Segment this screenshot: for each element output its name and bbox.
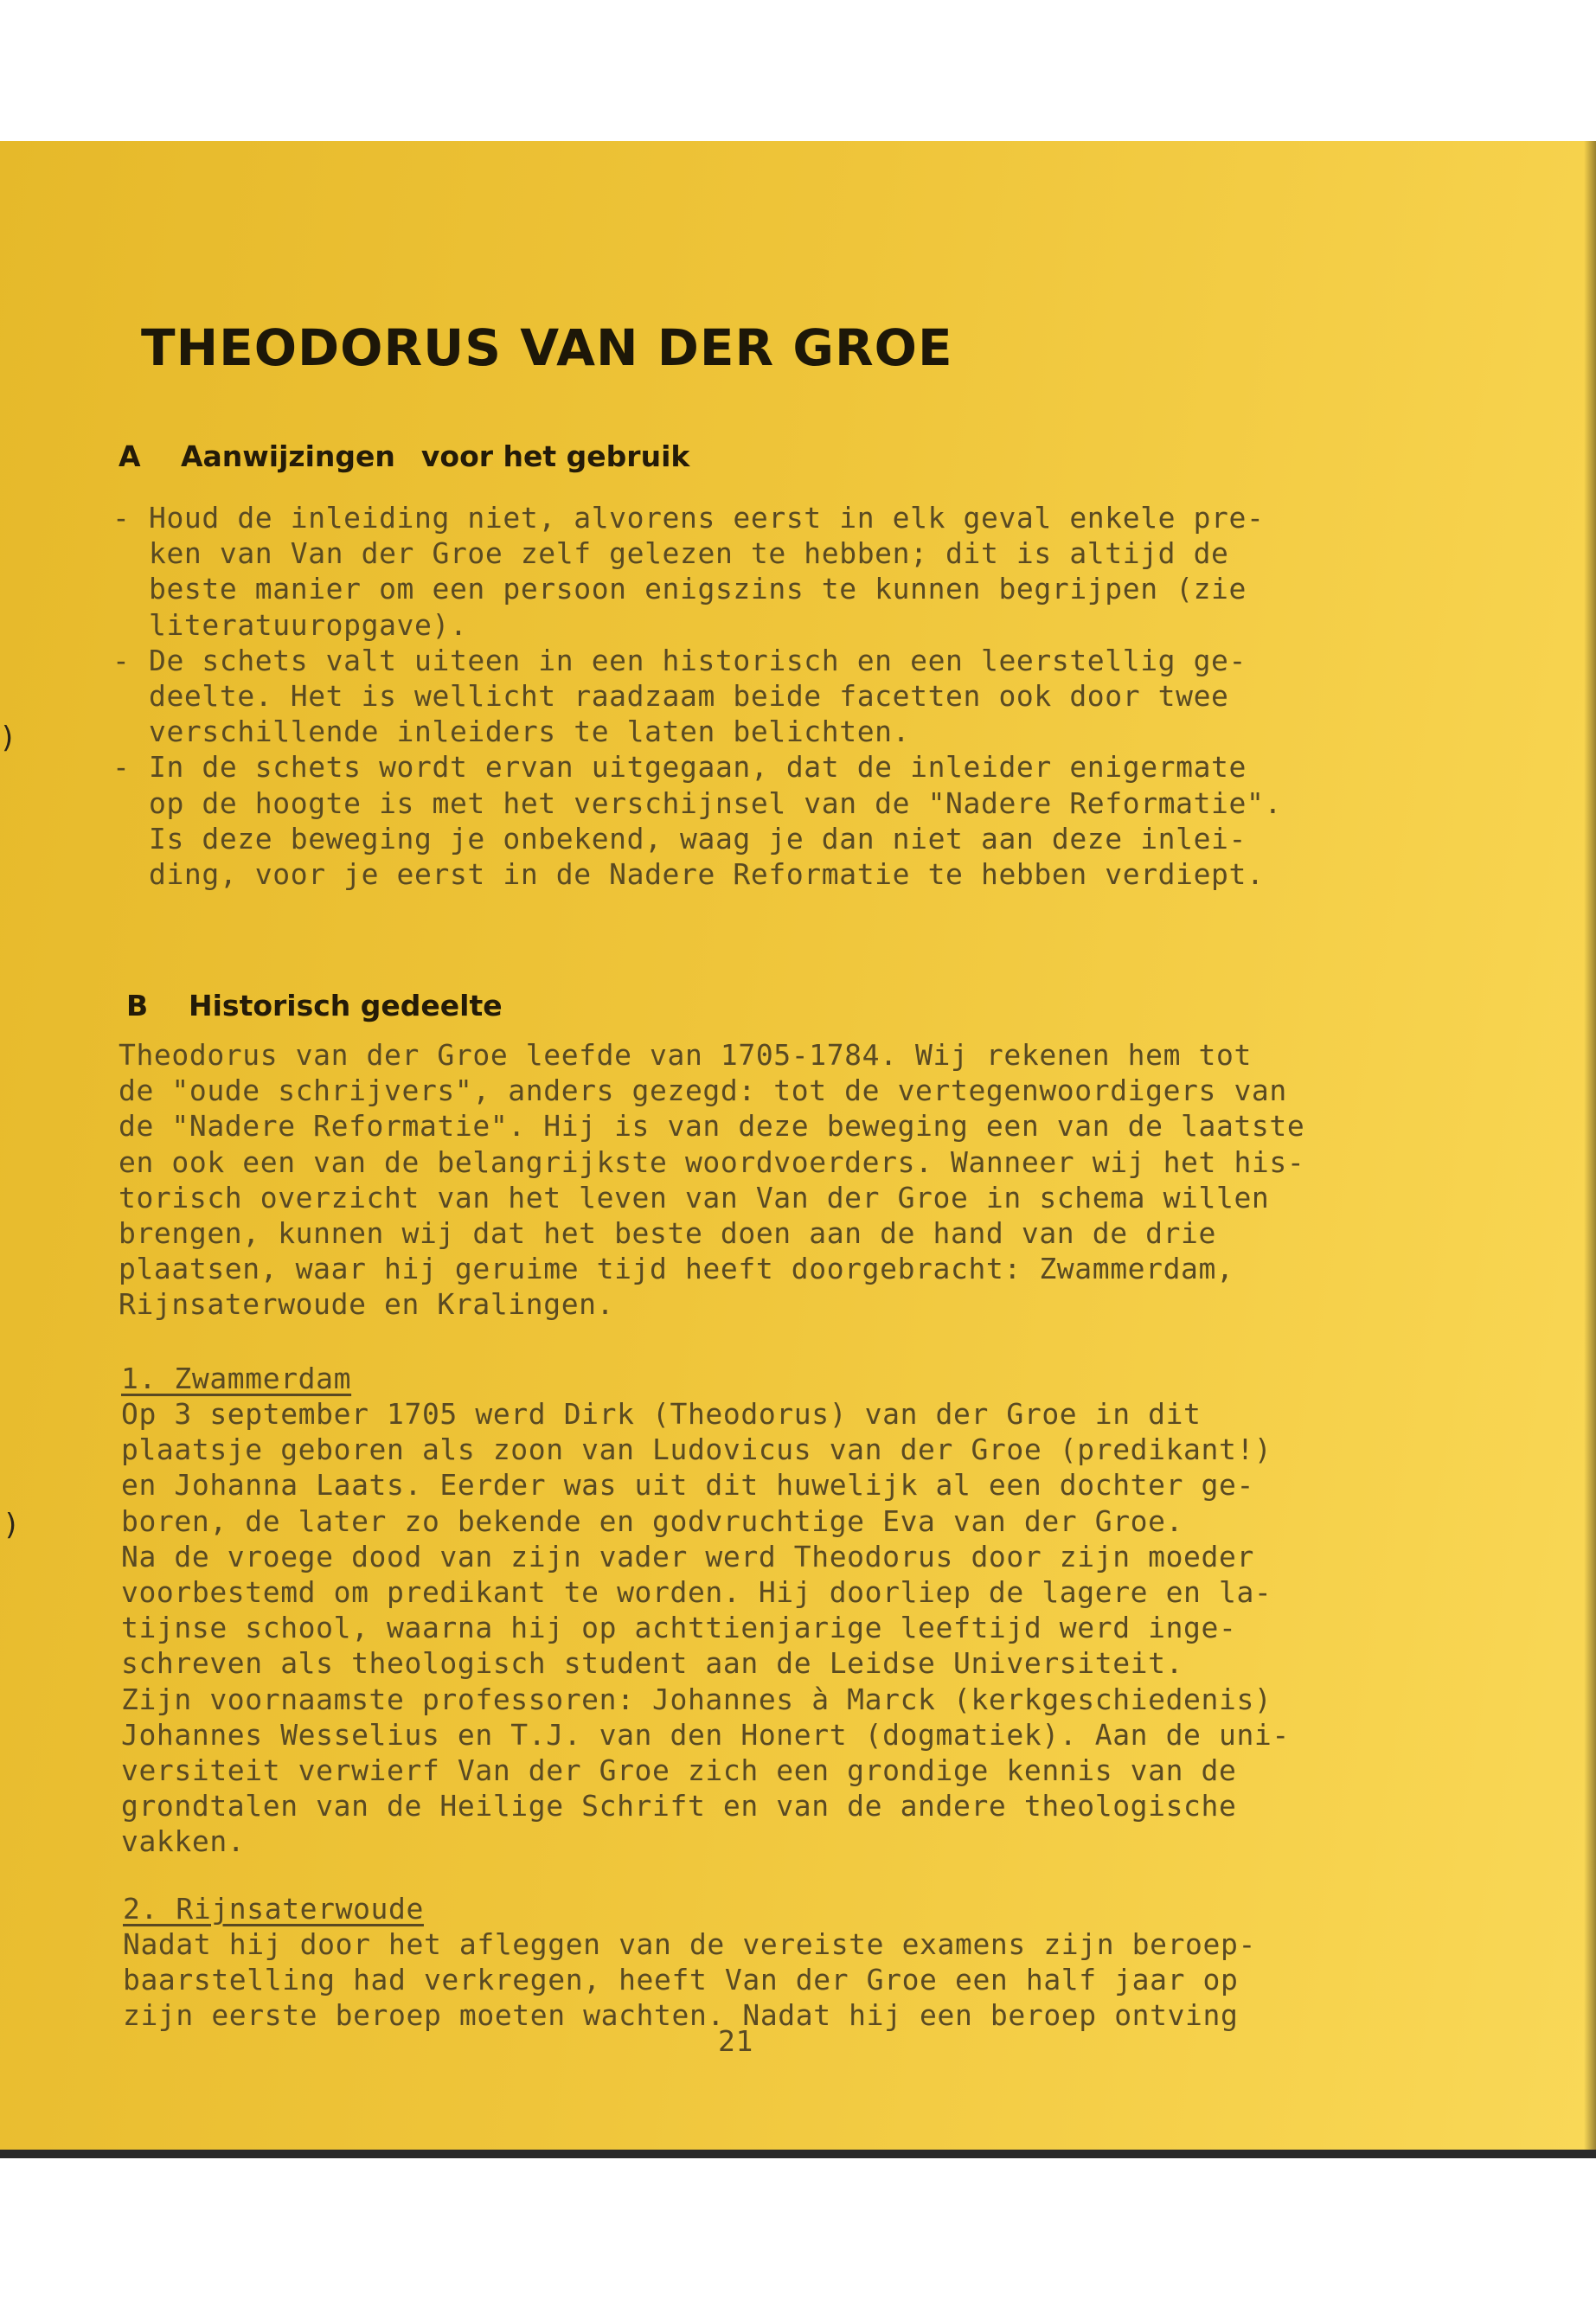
section-b-heading-text: Historisch gedeelte [189, 989, 503, 1022]
section-a-heading-part1: Aanwijzingen [181, 439, 395, 473]
section-a-heading-part2: voor het gebruik [420, 439, 690, 473]
bullet-dash: - [112, 501, 131, 535]
section-a-heading [119, 439, 689, 473]
page-bottom-edge [0, 2150, 1596, 2158]
margin-mark-decoration: ) [5, 1508, 17, 1542]
section-b-heading [126, 989, 503, 1022]
bullet-dash: - [112, 643, 131, 677]
subsection-text-rijnsaterwoude: Nadat hij door het afleggen van de vereiste examens zijn beroep- baarstelling had verkregen, heeft Van der Groe een half jaar op zijn eerste beroep moeten wachten. Nadat hij een beroep ontving [123, 1927, 1256, 2033]
subsection-title-zwammerdam: 1. Zwammerdam [121, 1362, 352, 1395]
page-edge-shadow [1584, 141, 1596, 2158]
section-b-letter: B [126, 989, 149, 1022]
usage-instructions-list [112, 500, 1282, 892]
bullet-text: De schets valt uiteen in een historisch en een leerstellig ge- deelte. Het is wellicht raadzaam beide facetten ook door twee verschillende inleiders te laten belichten. [149, 643, 1247, 749]
bullet-dash: - [112, 750, 131, 785]
margin-mark-decoration: ) [2, 721, 14, 755]
document-page [0, 141, 1596, 2158]
bullet-text: In de schets wordt ervan uitgegaan, dat de inleider enigermate op de hoogte is met het verschijnsel van de "Nadere Reformatie". Is deze beweging je onbekend, waag je dan niet aan deze inlei- ding, voor je eerst in de Nadere Reformatie te hebben verdiept. [149, 750, 1282, 892]
bullet-text: Houd de inleiding niet, alvorens eerst in elk geval enkele pre- ken van Van der Groe zelf gelezen te hebben; dit is altijd de beste manier om een persoon enigszins te kunnen begrijpen (zie literatuuropgave). [149, 501, 1265, 642]
list-item [112, 749, 1282, 892]
subsection-title-rijnsaterwoude: 2. Rijnsaterwoude [123, 1892, 424, 1926]
list-item [112, 643, 1282, 750]
subsection-text-zwammerdam: Op 3 september 1705 werd Dirk (Theodorus) van der Groe in dit plaatsje geboren als zoon van Ludovicus van der Groe (predikant!) en Johanna Laats. Eerder was uit dit huwelijk al een dochter ge- boren, de later zo bekende en godvruchtige Eva van der Groe. Na de vroege dood van zijn vader werd Theodorus door zijn moeder voorbestemd om predikant te worden. Hij doorliep de lagere en la- tijnse school, waarna hij op achttienjarige leeftijd werd inge- schreven als theologisch student aan de Leidse Universiteit. Zijn voornaamste professoren: Johannes à Marck (kerkgeschiedenis) Johannes Wesselius en T.J. van den Honert (dogmatiek). Aan de uni- versiteit verwierf Van der Groe zich een grondige kennis van de grondtalen van de Heilige Schrift en van de andere theologische vakken. [121, 1397, 1290, 1859]
list-item [112, 500, 1282, 643]
section-a-letter: A [119, 439, 141, 473]
historical-intro-paragraph: Theodorus van der Groe leefde van 1705-1784. Wij rekenen hem tot de "oude schrijvers", anders gezegd: tot de vertegenwoordigers van de "Nadere Reformatie". Hij is van deze beweging een van de laatste en ook een van de belangrijkste woordvoerders. Wanneer wij het his- torisch overzicht van het leven van Van der Groe in schema willen brengen, kunnen wij dat het beste doen aan de hand van de drie plaatsen, waar hij geruime tijd heeft doorgebracht: Zwammerdam, Rijnsaterwoude en Kralingen. [119, 1038, 1305, 1322]
page-number: 21 [718, 2024, 753, 2058]
page-title: THEODORUS VAN DER GROE [141, 318, 953, 377]
